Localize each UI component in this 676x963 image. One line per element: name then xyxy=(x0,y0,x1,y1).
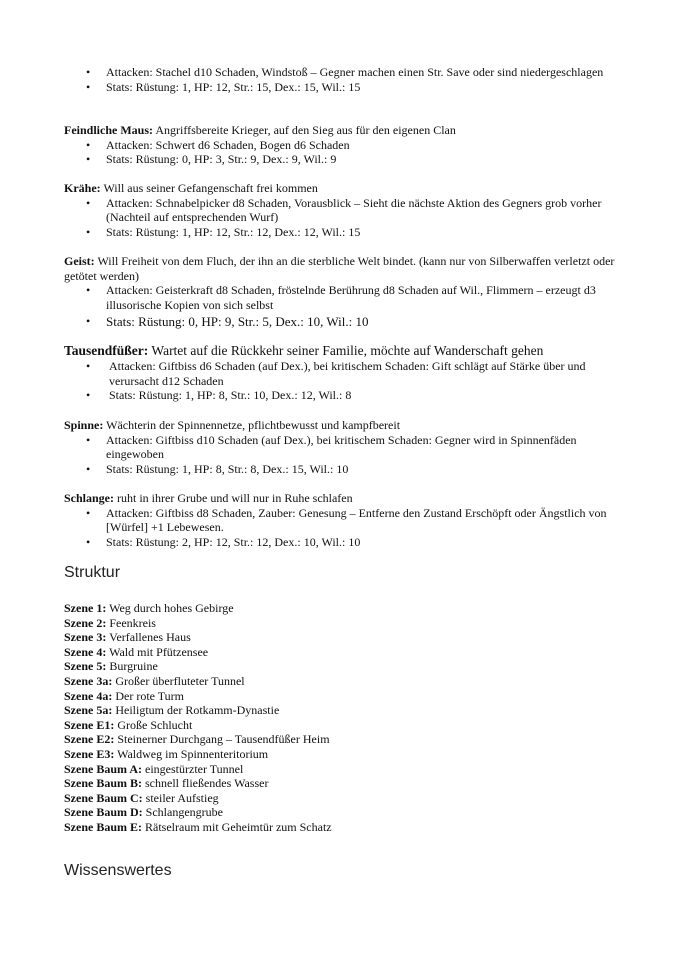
scene-label: Szene Baum B: xyxy=(64,776,142,791)
scene-text: steiler Aufstieg xyxy=(142,790,219,805)
scene-text: Feenkreis xyxy=(106,615,156,630)
scene-label: Szene Baum E: xyxy=(64,819,142,834)
list-item xyxy=(64,762,616,777)
list-item xyxy=(64,601,616,616)
list-item xyxy=(64,616,616,631)
scene-text: Waldweg im Spinnenteritorium xyxy=(114,746,269,761)
list-item xyxy=(64,805,616,820)
list-item xyxy=(64,747,616,762)
list-item: • Stats: Rüstung: 0, HP: 9, Str.: 5, Dex.: 10, Wil.: 10 xyxy=(64,314,616,329)
enemy-name: Feindliche Maus: xyxy=(64,123,153,137)
list-item: • Attacken: Giftbiss d10 Schaden (auf Dex.), bei kritischem Schaden: Gegner wird in Spinnenfäden eingewoben xyxy=(64,433,616,462)
list-item: • Stats: Rüstung: 2, HP: 12, Str.: 12, Dex.: 10, Wil.: 10 xyxy=(64,535,616,550)
enemy-entry xyxy=(64,254,616,329)
list-item: • Attacken: Giftbiss d6 Schaden (auf Dex.), bei kritischem Schaden: Gift schlägt auf Stärke über und verursacht d12 Schaden xyxy=(64,359,616,388)
enemy-name: Schlange: xyxy=(64,491,115,505)
list-item: • Attacken: Giftbiss d8 Schaden, Zauber: Genesung – Entferne den Zustand Erschöpft oder Ängstlich von [Würfel] +1 Lebewesen. xyxy=(64,506,616,535)
list-item: • Stats: Rüstung: 1, HP: 8, Str.: 8, Dex.: 15, Wil.: 10 xyxy=(64,462,616,477)
list-item xyxy=(64,689,616,704)
list-item xyxy=(64,674,616,689)
list-item xyxy=(64,659,616,674)
list-item: • Attacken: Stachel d10 Schaden, Windstoß – Gegner machen einen Str. Save oder sind niedergeschlagen xyxy=(64,65,616,80)
list-item: • Stats: Rüstung: 1, HP: 12, Str.: 12, Dex.: 12, Wil.: 15 xyxy=(64,225,616,240)
scene-label: Szene 3a: xyxy=(64,673,113,688)
enemy-entry xyxy=(64,123,616,167)
scene-text: Weg durch hohes Gebirge xyxy=(106,601,234,615)
scene-label: Szene 4a: xyxy=(64,688,113,703)
enemy-name: Spinne: xyxy=(64,418,104,432)
enemy-heading xyxy=(64,418,616,433)
scene-text: Verfallenes Haus xyxy=(106,630,191,645)
scene-text: Burgruine xyxy=(106,659,158,674)
scene-text: Steinerner Durchgang – Tausendfüßer Heim xyxy=(114,732,330,747)
list-item xyxy=(64,820,616,835)
enemy-name: Krähe: xyxy=(64,181,101,195)
scene-list xyxy=(64,601,616,835)
list-item: • Attacken: Schnabelpicker d8 Schaden, Vorausblick – Sieht die nächste Aktion des Gegners grob vorher (Nachteil auf entsprechenden Wurf) xyxy=(64,196,616,225)
list-item xyxy=(64,645,616,660)
enemy-desc: Angriffsbereite Krieger, auf den Sieg aus für den eigenen Clan xyxy=(153,123,456,137)
list-item: • Stats: Rüstung: 1, HP: 12, Str.: 15, Dex.: 15, Wil.: 15 xyxy=(64,80,616,95)
list-item xyxy=(64,718,616,733)
scene-label: Szene Baum A: xyxy=(64,761,142,776)
enemy-name: Tausendfüßer: xyxy=(64,343,149,358)
list-item: • Stats: Rüstung: 0, HP: 3, Str.: 9, Dex.: 9, Wil.: 9 xyxy=(64,152,616,167)
enemy-desc: Wartet auf die Rückkehr seiner Familie, möchte auf Wanderschaft gehen xyxy=(148,343,544,358)
list-item: • Stats: Rüstung: 1, HP: 8, Str.: 10, Dex.: 12, Wil.: 8 xyxy=(64,388,616,403)
scene-label: Szene Baum D: xyxy=(64,805,143,820)
scene-text: Großer überfluteter Tunnel xyxy=(112,673,245,688)
enemy-desc: ruht in ihrer Grube und will nur in Ruhe schlafen xyxy=(114,491,353,505)
list-item xyxy=(64,703,616,718)
scene-label: Szene 4: xyxy=(64,644,107,659)
scene-label: Szene E2: xyxy=(64,732,115,747)
enemy-entry xyxy=(64,418,616,476)
scene-label: Szene E3: xyxy=(64,746,115,761)
scene-label: Szene E1: xyxy=(64,717,115,732)
list-item: • Attacken: Schwert d6 Schaden, Bogen d6 Schaden xyxy=(64,138,616,153)
scene-label: Szene 3: xyxy=(64,630,107,645)
list-item xyxy=(64,630,616,645)
scene-label: Szene 1: xyxy=(64,601,107,615)
scene-text: Rätselraum mit Geheimtür zum Schatz xyxy=(142,819,332,834)
list-item xyxy=(64,732,616,747)
scene-text: schnell fließendes Wasser xyxy=(142,776,269,791)
top-list xyxy=(64,65,616,94)
enemy-desc: Will Freiheit von dem Fluch, der ihn an die sterbliche Welt bindet. (kann nur von Silberwaffen verletzt oder getötet werden) xyxy=(64,254,615,283)
enemy-heading xyxy=(64,491,616,506)
section-heading-struktur: Struktur xyxy=(64,564,121,581)
list-item: • Attacken: Geisterkraft d8 Schaden, fröstelnde Berührung d8 Schaden auf Wil., Flimmern – erzeugt d3 illusorische Kopien von sich selbst xyxy=(64,283,616,312)
enemy-heading xyxy=(64,181,616,196)
scene-label: Szene 5: xyxy=(64,659,107,674)
scene-text: Schlangengrube xyxy=(142,805,223,820)
scene-text: Heiligtum der Rotkamm-Dynastie xyxy=(112,703,280,718)
enemy-entry xyxy=(64,181,616,239)
enemy-entry xyxy=(64,491,616,549)
enemy-heading xyxy=(64,343,616,359)
section-heading-wissenswertes: Wissenswertes xyxy=(64,862,172,879)
scene-text: Der rote Turm xyxy=(112,688,184,703)
scene-label: Szene 2: xyxy=(64,615,107,630)
scene-text: Wald mit Pfützensee xyxy=(106,644,209,659)
scene-label: Szene 5a: xyxy=(64,703,113,718)
list-item xyxy=(64,791,616,806)
list-item xyxy=(64,776,616,791)
enemy-heading xyxy=(64,123,616,138)
enemy-entry xyxy=(64,343,616,403)
enemy-heading xyxy=(64,254,616,283)
scene-text: Große Schlucht xyxy=(114,717,193,732)
scene-label: Szene Baum C: xyxy=(64,790,143,805)
enemy-desc: Will aus seiner Gefangenschaft frei kommen xyxy=(100,181,318,195)
enemy-name: Geist: xyxy=(64,254,95,268)
enemy-desc: Wächterin der Spinnennetze, pflichtbewusst und kampfbereit xyxy=(103,418,401,432)
scene-text: eingestürzter Tunnel xyxy=(142,761,244,776)
